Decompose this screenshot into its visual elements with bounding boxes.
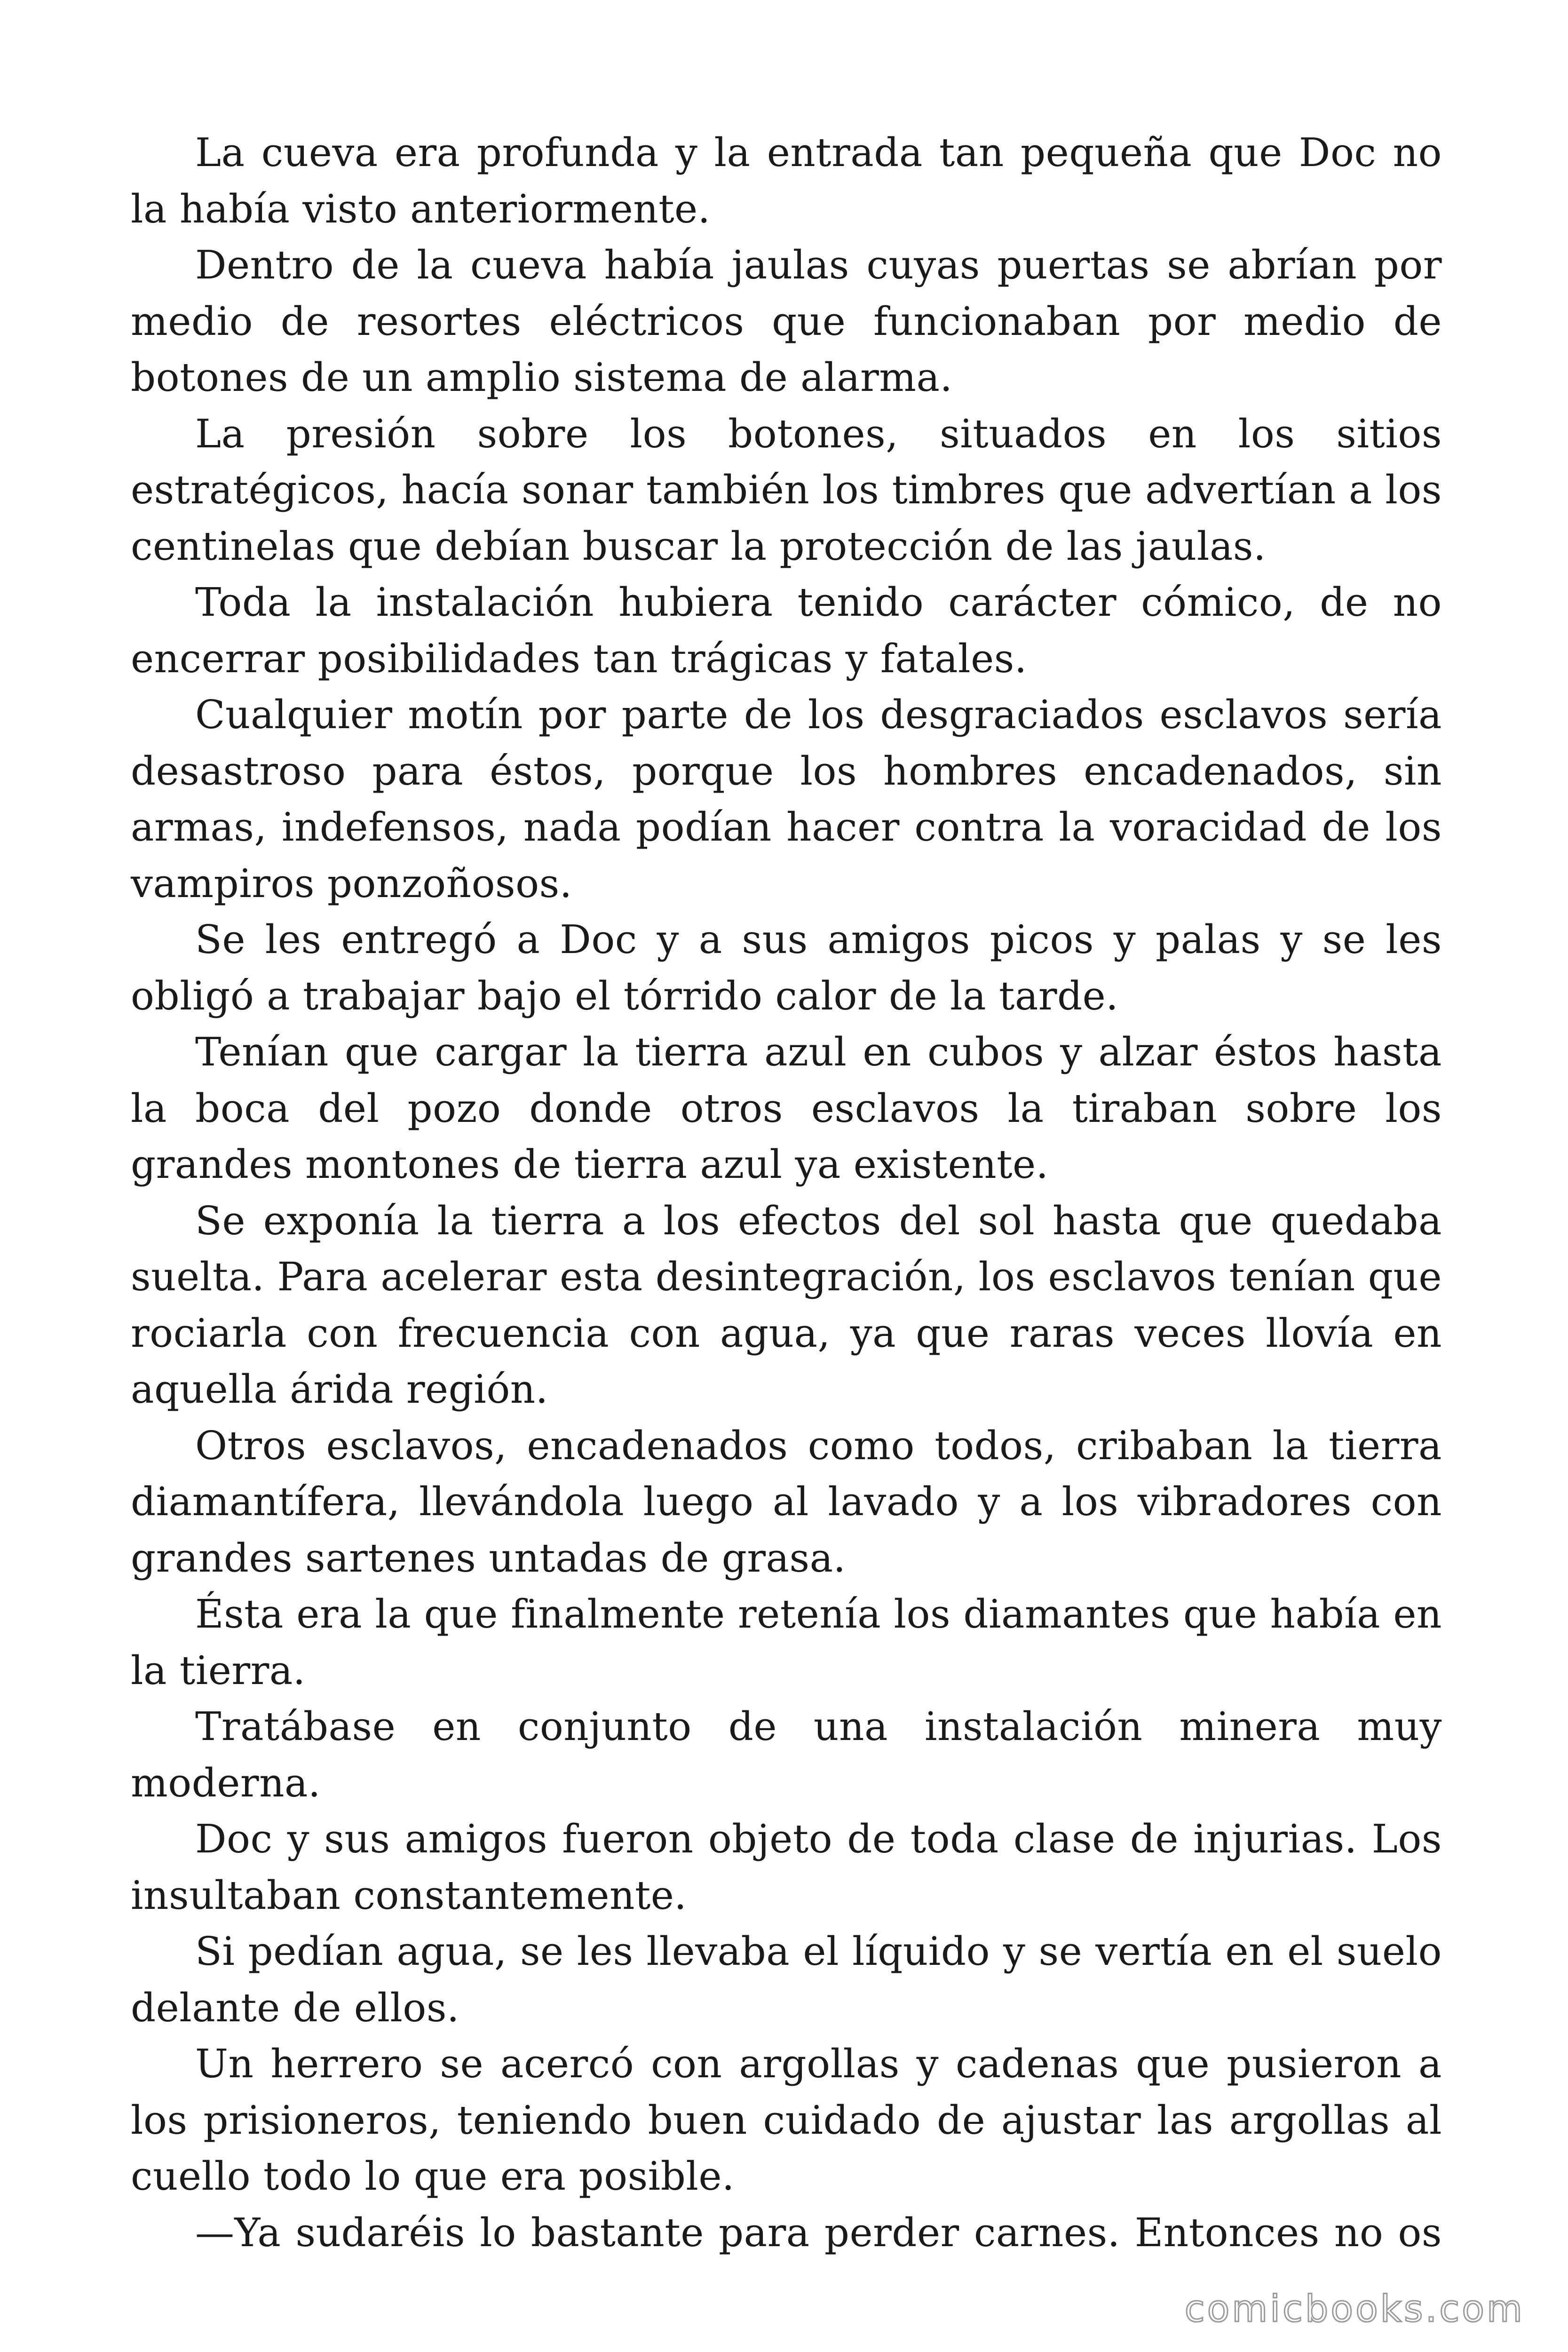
paragraph-last: —Ya sudaréis lo bastante para perder carnes. Entonces no os bbox=[195, 2209, 1442, 2256]
paragraph: Se exponía la tierra a los efectos del sol hasta que quedaba suelta. Para acelerar esta desintegración, los esclavos tenían que rociarla con frecuencia con agua, ya que raras veces llovía en aquella árida región. bbox=[131, 1198, 1442, 1412]
paragraph: Si pedían agua, se les llevaba el líquido y se vertía en el suelo delante de ellos. bbox=[131, 1929, 1442, 2031]
paragraph: Se les entregó a Doc y a sus amigos picos y palas y se les obligó a trabajar bajo el tórrido calor de la tarde. bbox=[131, 917, 1442, 1019]
page-body bbox=[131, 125, 1442, 2261]
paragraph: Toda la instalación hubiera tenido carácter cómico, de no encerrar posibilidades tan trágicas y fatales. bbox=[131, 580, 1442, 682]
paragraph: La presión sobre los botones, situados en los sitios estratégicos, hacía sonar también los timbres que advertían a los centinelas que debían buscar la protección de las jaulas. bbox=[131, 411, 1442, 569]
paragraph: Tenían que cargar la tierra azul en cubos y alzar éstos hasta la boca del pozo donde otros esclavos la tiraban sobre los grandes montones de tierra azul ya existente. bbox=[131, 1029, 1442, 1187]
paragraph: Doc y sus amigos fueron objeto de toda clase de injurias. Los insultaban constantemente. bbox=[131, 1816, 1442, 1918]
paragraph: La cueva era profunda y la entrada tan pequeña que Doc no la había visto anteriormente. bbox=[131, 130, 1442, 232]
paragraph: Dentro de la cueva había jaulas cuyas puertas se abrían por medio de resortes eléctricos que funcionaban por medio de botones de un amplio sistema de alarma. bbox=[131, 242, 1442, 400]
paragraph: Otros esclavos, encadenados como todos, cribaban la tierra diamantífera, llevándola luego al lavado y a los vibradores con grandes sartenes untadas de grasa. bbox=[131, 1422, 1442, 1581]
paragraph: Un herrero se acercó con argollas y cadenas que pusieron a los prisioneros, teniendo buen cuidado de ajustar las argollas al cuello todo lo que era posible. bbox=[131, 2041, 1442, 2199]
paragraph: Ésta era la que finalmente retenía los diamantes que había en la tierra. bbox=[131, 1591, 1442, 1693]
watermark: comicbooks.com bbox=[1184, 2288, 1525, 2330]
paragraph: Cualquier motín por parte de los desgraciados esclavos sería desastroso para éstos, porque los hombres encadenados, sin armas, indefensos, nada podían hacer contra la voracidad de los vampiros ponzoñosos. bbox=[131, 692, 1442, 906]
paragraph: Tratábase en conjunto de una instalación minera muy moderna. bbox=[131, 1704, 1442, 1806]
